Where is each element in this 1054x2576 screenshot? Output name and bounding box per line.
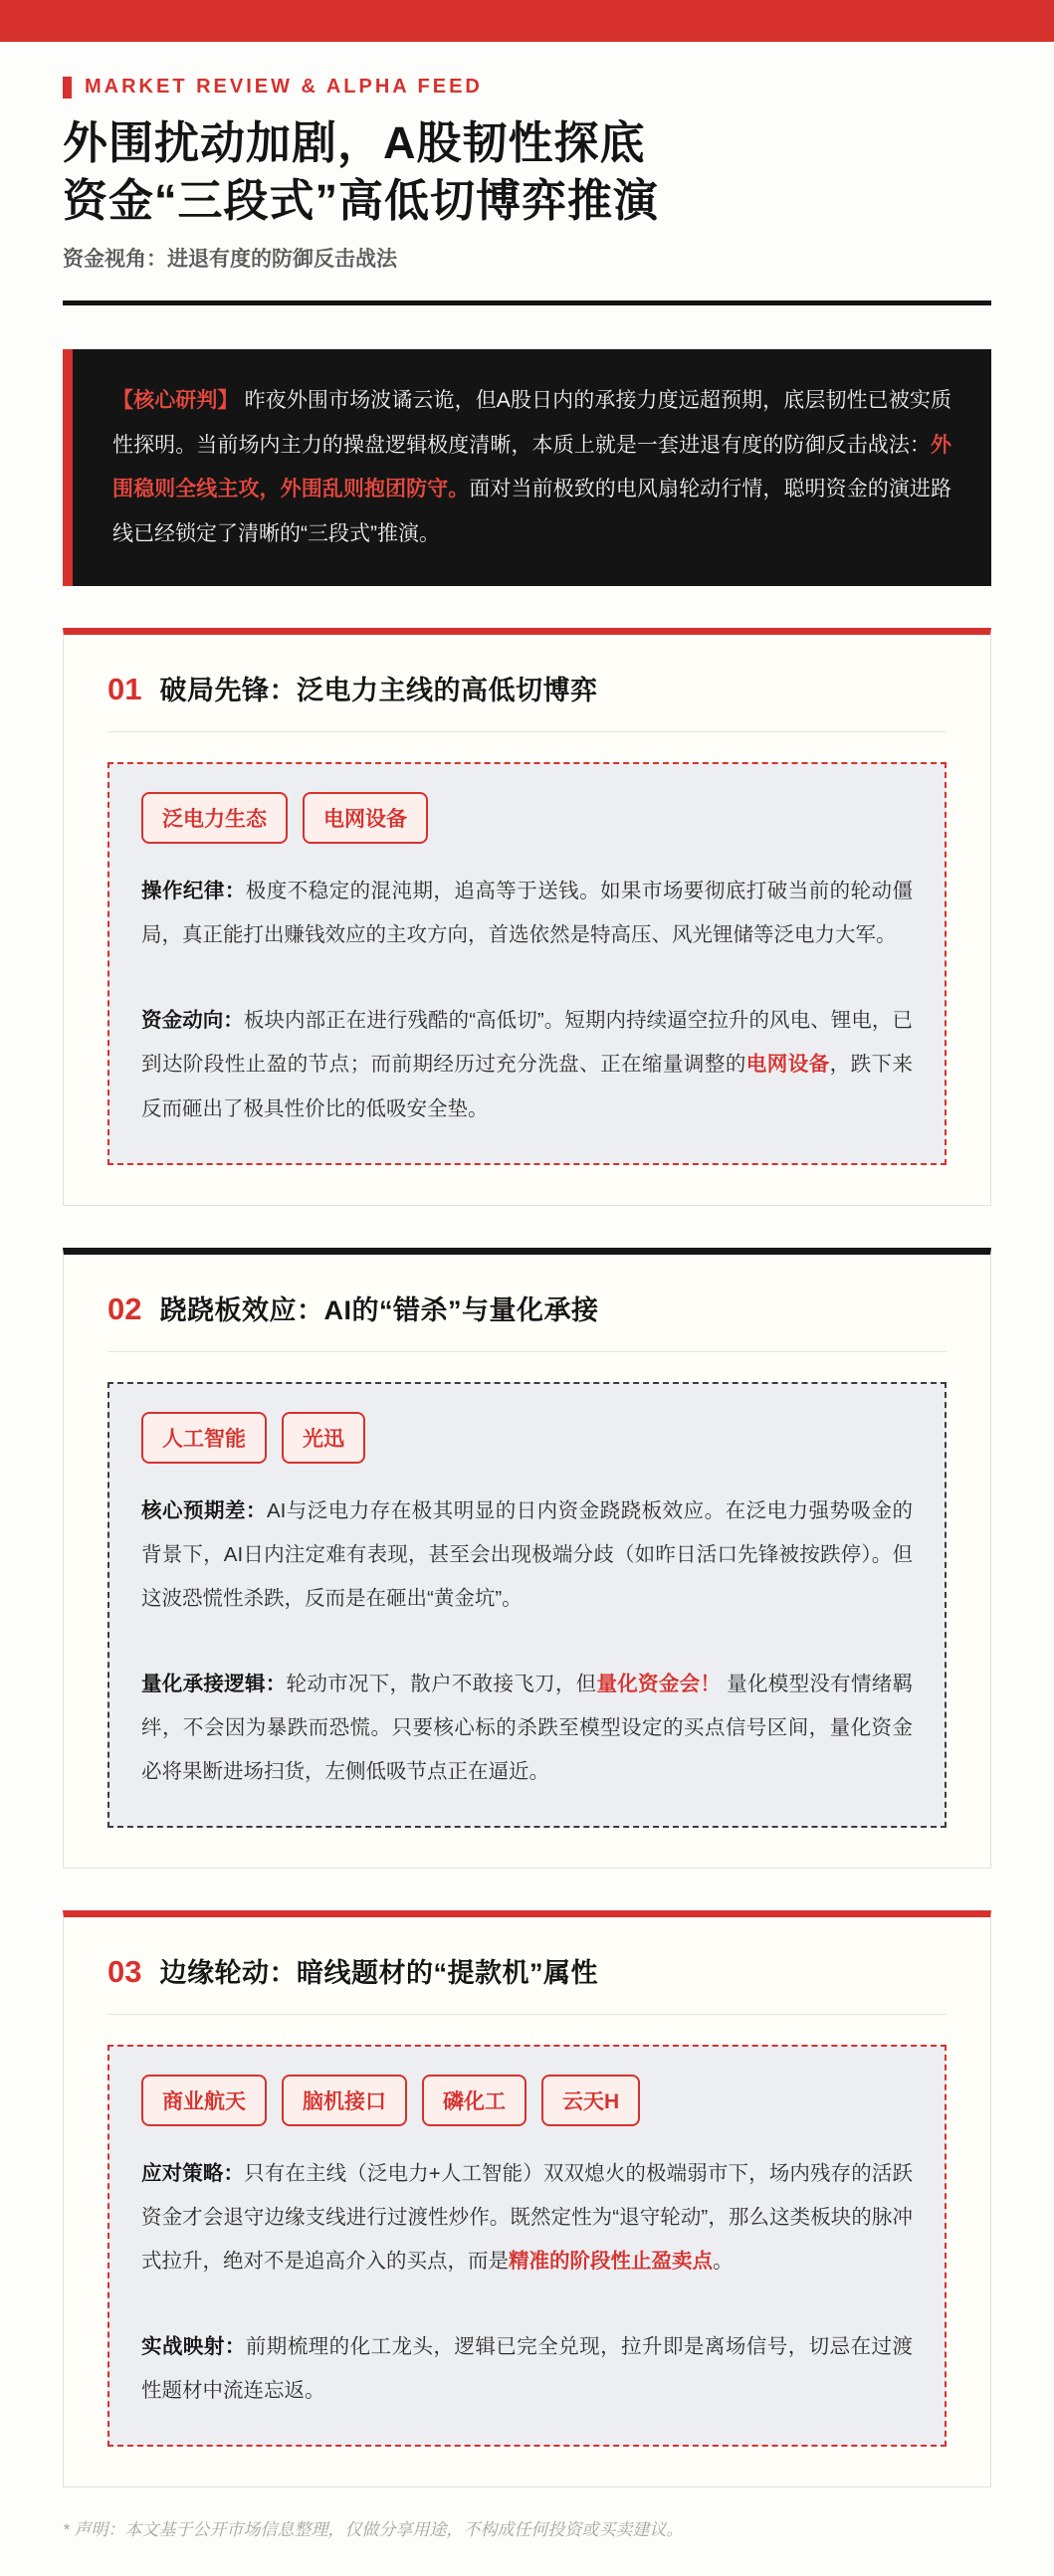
topic-panel (107, 762, 947, 1164)
paragraph-text: 。 (713, 2250, 734, 2274)
paragraph-text: 极度不稳定的混沌期，追高等于送钱。如果市场要彻底打破当前的轮动僵局，真正能打出赚钱效应的主攻方向，首选依然是特高压、风光锂储等泛电力大军。 (141, 880, 914, 947)
section-header (107, 1288, 947, 1327)
tag-row (141, 1412, 913, 1464)
paragraph-text: 量化模型没有情绪羁绊，不会因为暴跌而恐慌。只要核心标的杀跌至模型设定的买点信号区间，量化资金必将果断进场扫货，左侧低吸节点正在逼近。 (141, 1672, 914, 1783)
paragraph-label: 操作纪律： (141, 880, 246, 903)
top-accent-bar (0, 0, 1054, 42)
paragraph-label: 量化承接逻辑： (141, 1672, 287, 1695)
topic-panel (107, 2045, 947, 2447)
section-number: 01 (107, 672, 142, 707)
section-divider (107, 1351, 947, 1352)
paragraph-text: 板块内部正在进行残酷的“高低切”。短期内持续逼空拉升的风电、锂电，已到达阶段性止盈的节点；而前期经历过充分洗盘、正在缩量调整的 (141, 1009, 913, 1077)
section-title: 边缘轮动：暗线题材的“提款机”属性 (159, 1957, 598, 1988)
strategy-paragraph (141, 999, 913, 1130)
eyebrow-label: MARKET REVIEW & ALPHA FEED (85, 76, 483, 98)
paragraph-label: 实战映射： (141, 2335, 246, 2359)
paragraph-highlight: 量化资金会！ (596, 1672, 722, 1695)
core-verdict-box (63, 349, 991, 586)
topic-tag: 商业航天 (141, 2075, 267, 2126)
section-header (107, 1951, 947, 1990)
eyebrow-accent-bar (63, 77, 72, 99)
strategy-paragraph (141, 1489, 913, 1621)
paragraph-highlight: 电网设备 (745, 1053, 830, 1077)
strategy-paragraph (141, 2325, 913, 2413)
topic-tag: 云天H (541, 2075, 640, 2126)
title-divider (63, 300, 991, 305)
section-number: 03 (107, 1953, 142, 1989)
topic-tag: 磷化工 (422, 2075, 527, 2126)
disclaimer: * 声明：本文基于公开市场信息整理，仅做分享用途，不构成任何投资或买卖建议。 (63, 2520, 684, 2540)
section-card-03 (63, 1910, 991, 2487)
section-header (107, 669, 947, 707)
eyebrow (63, 76, 991, 99)
core-verdict-text-2: 面对当前极致的电风扇轮动行情，聪明资金的演进路线已经锁定了清晰的“三段式”推演。 (112, 478, 952, 545)
strategy-paragraph (141, 870, 913, 957)
tag-row (141, 792, 913, 844)
topic-tag: 脑机接口 (282, 2075, 407, 2126)
core-verdict-label: 【核心研判】 (112, 389, 239, 413)
topic-tag: 人工智能 (141, 1412, 267, 1464)
section-title: 跷跷板效应：AI的“错杀”与量化承接 (159, 1294, 599, 1325)
paragraph-label: 核心预期差： (141, 1498, 267, 1522)
section-card-01 (63, 628, 991, 1205)
section-number: 02 (107, 1290, 142, 1326)
paragraph-text: 轮动市况下，散户不敢接飞刀，但 (286, 1672, 597, 1695)
page-title-line2: 资金“三段式”高低切博弈推演 (63, 174, 660, 226)
strategy-paragraph (141, 2152, 913, 2283)
strategy-paragraph (141, 1663, 913, 1794)
article-container (0, 76, 1054, 2576)
paragraph-text: 只有在主线（泛电力+人工智能）双双熄火的极端弱市下，场内残存的活跃资金才会退守边缘支线进行过渡性炒作。既然定性为“退守轮动”，那么这类板块的脉冲式拉升，绝对不是追高介入的买点，而是 (141, 2161, 914, 2274)
topic-tag: 泛电力生态 (141, 792, 288, 844)
paragraph-label: 应对策略： (141, 2161, 245, 2185)
paragraph-text: ，跌下来反而砸出了极具性价比的低吸安全垫。 (141, 1053, 914, 1120)
page-title (63, 114, 991, 229)
tag-row (141, 2075, 913, 2126)
core-verdict-highlight: 外围稳则全线主攻，外围乱则抱团防守。 (112, 433, 951, 501)
paragraph-label: 资金动向： (141, 1009, 244, 1033)
section-divider (107, 731, 947, 732)
topic-tag: 光迅 (282, 1412, 365, 1464)
paragraph-highlight: 精准的阶段性止盈卖点 (509, 2250, 713, 2274)
topic-tag: 电网设备 (303, 792, 428, 844)
page-subtitle: 资金视角：进退有度的防御反击战法 (63, 248, 397, 272)
paragraph-text: AI与泛电力存在极其明显的日内资金跷跷板效应。在泛电力强势吸金的背景下，AI日内注定难有表现，甚至会出现极端分歧（如昨日活口先锋被按跌停）。但这波恐慌性杀跌，反而是在砸出“黄金坑”。 (141, 1498, 913, 1610)
page-title-line1: 外围扰动加剧，A股韧性探底 (63, 117, 646, 168)
paragraph-text: 前期梳理的化工龙头，逻辑已完全兑现，拉升即是离场信号，切忌在过渡性题材中流连忘返。 (141, 2335, 914, 2403)
section-card-02 (63, 1248, 991, 1869)
topic-panel (107, 1382, 947, 1828)
core-verdict-text-1: 昨夜外围市场波谲云诡，但A股日内的承接力度远超预期，底层韧性已被实质性探明。当前场内主力的操盘逻辑极度清晰，本质上就是一套进退有度的防御反击战法： (112, 389, 951, 457)
section-divider (107, 2014, 947, 2015)
section-title: 破局先锋：泛电力主线的高低切博弈 (159, 676, 598, 706)
